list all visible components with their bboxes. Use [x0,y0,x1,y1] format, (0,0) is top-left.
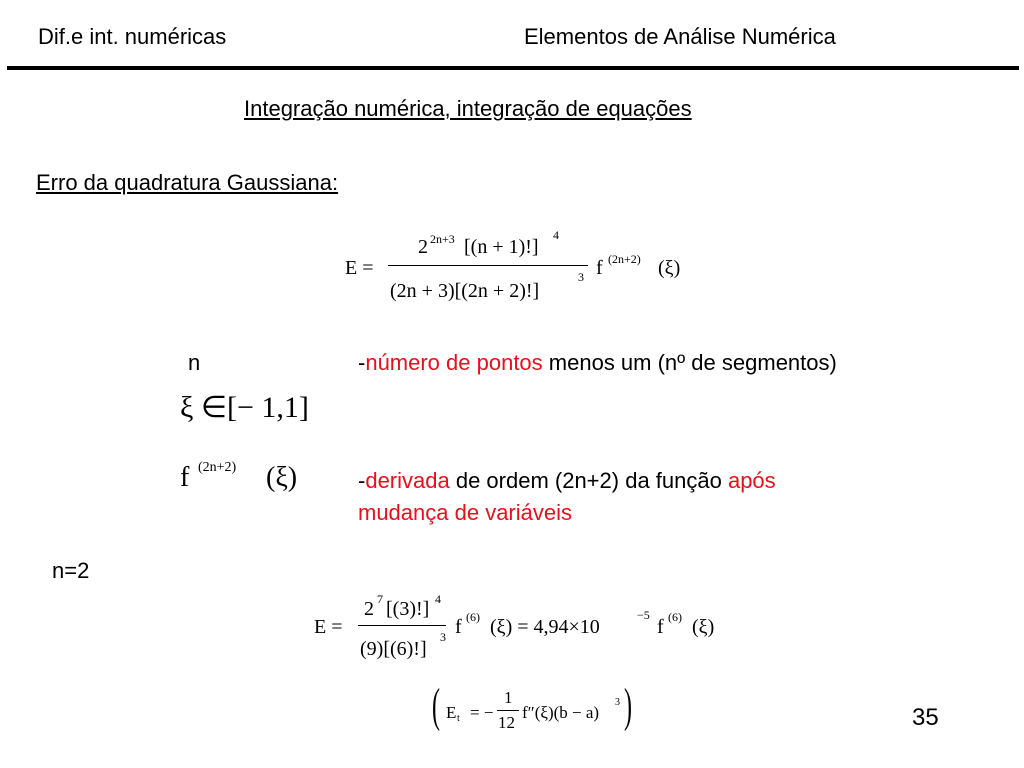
formula2-num-exp: 7 [377,592,383,606]
formula2-lhs: E = [314,616,343,638]
example-label: n=2 [52,558,90,583]
header-left: Dif.e int. numéricas [38,24,227,49]
formula3-eq: = − [470,703,494,722]
formula3-fraction-bar [497,710,519,711]
def-n-rest: menos um (nº de segmentos) [542,350,837,375]
header-right: Elementos de Análise Numérica [524,24,836,49]
formula2-f2-order: (6) [668,610,682,624]
formula1-f-arg: (ξ) [658,257,681,279]
formula2-f: f [455,616,462,638]
formula1-den-power: 3 [578,270,584,284]
formula1-lhs: E = [345,257,374,279]
section-title: Erro da quadratura Gaussiana: [36,170,339,195]
def-n-text [358,350,837,376]
formula1-f-order: (2n+2) [608,252,641,266]
formula2-f2-arg: (ξ) [692,616,715,638]
def-n-emph: número de pontos [365,350,543,375]
formula2-num-power: 4 [435,592,441,606]
formula2-den: (9)[(6)!] [360,638,427,660]
def-d-emph2: após [727,468,776,493]
def-n-dash: - [358,350,366,375]
def-d-emph: derivada [365,468,450,493]
formula3-power: 3 [615,697,620,708]
def-derivative-line2: mudança de variáveis [358,500,573,525]
def-d-dash: - [358,468,366,493]
def-xi-interval: ξ ∈[− 1,1] [180,391,309,424]
formula3-num: 1 [504,688,513,707]
formula3-rest: f″(ξ)(b − a) [522,703,600,722]
slide-subtitle: Integração numérica, integração de equações [244,96,692,121]
formula3-lhs: E [446,703,457,722]
formula2-den-power: 3 [440,630,446,644]
def-derivative-text [358,468,776,494]
formula2-f-order: (6) [466,610,480,624]
formula3-left-paren: ( [432,679,440,732]
formula1-den: (2n + 3)[(2n + 2)!] [390,280,540,302]
formula3-lhs-sub: t [457,713,460,724]
formula2-ten-exp: −5 [637,608,650,622]
def-f-order: (2n+2) [198,460,237,475]
formula2-f-arg: (ξ) = 4,94×10 [490,616,600,638]
formula2-num-base: 2 [364,598,374,620]
def-f: f [180,462,190,493]
formula2-num-factor: [(3)!] [386,598,430,620]
header-rule [7,66,1019,70]
def-d-rest: de ordem (2n+2) da função [449,468,728,493]
formula3-den: 12 [498,713,515,732]
formula1-f: f [596,257,603,279]
formula1-fraction-bar [388,265,588,266]
formula1-num-exp: 2n+3 [430,232,455,246]
def-n-symbol: n [188,350,201,375]
formula1-num-base: 2 [418,236,428,258]
def-f-arg: (ξ) [266,462,298,493]
formula2-fraction-bar [358,625,446,626]
formula1-num-factor: [(n + 1)!] [464,236,539,258]
page-number: 35 [912,704,939,731]
formula3-right-paren: ) [624,679,632,732]
formula2-f2: f [657,616,664,638]
formula1-num-power: 4 [553,228,559,242]
